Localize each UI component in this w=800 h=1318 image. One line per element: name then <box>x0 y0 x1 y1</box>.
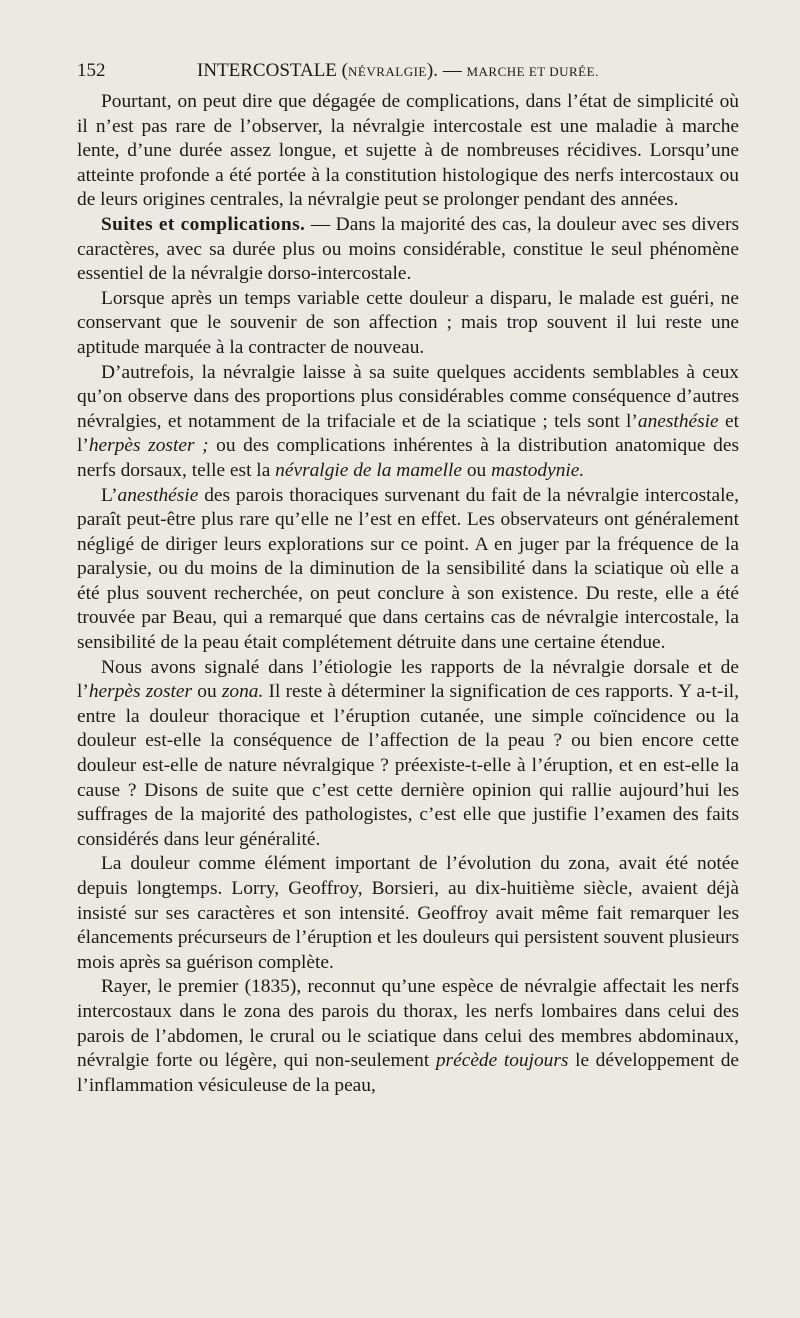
text-run: ou des complications inhérentes à la distribution anatomique des nerfs dorsaux, telle est la <box>77 435 739 481</box>
paragraph-5 <box>77 484 739 656</box>
running-header <box>77 56 737 86</box>
italic-term: herpès zoster ; <box>88 435 209 457</box>
paragraph-4 <box>77 361 739 484</box>
paragraph-6 <box>77 656 739 853</box>
body-text <box>77 90 739 1098</box>
header-section: MARCHE ET DURÉE. <box>466 64 599 79</box>
italic-term: anesthésie <box>637 410 719 432</box>
paragraph-2-text: — Dans la majorité des cas, la douleur avec ses divers caractères, avec sa durée plus ou moins considérable, constitue le seul phénomène essentiel de la névralgie dorso-intercostale. <box>77 213 739 285</box>
header-paren-close: ). — <box>426 60 467 81</box>
text-run: et l’ <box>77 410 739 457</box>
paragraph-7: La douleur comme élément important de l’évolution du zona, avait été notée depuis longtemps. Lorry, Geoffroy, Borsieri, au dix-huitième siècle, avaient déjà insisté sur ses caractères et son intensité. Geoffroy avait même fait remarquer les élancements précurseurs de l’éruption et les douleurs qui persistent souvent plusieurs mois après sa guérison complète. <box>77 853 739 973</box>
paragraph-8 <box>77 975 739 1098</box>
header-paren-open: ( <box>336 60 348 81</box>
text-run: Rayer, le premier (1835), reconnut qu’une espèce de névralgie affectait les nerfs intercostaux dans le zona des parois du thorax, les nerfs lombaires dans celui des parois de l’abdomen, le crural ou le sciatique dans celui des membres abdominaux, névralgie forte ou légère, qui non-seulement <box>77 976 739 1072</box>
text-run: ou <box>192 681 222 703</box>
text-run: D’autrefois, la névralgie laisse à sa suite quelques accidents semblables à ceux qu’on observe dans des proportions plus considérables comme conséquence d’autres névralgies, et notamment de la trifaciale et de la sciatique ; tels sont l’ <box>77 361 739 432</box>
italic-term: anesthésie <box>117 484 199 506</box>
text-run: le développement de l’inflammation vésiculeuse de la peau, <box>77 1050 740 1096</box>
running-title <box>197 56 599 87</box>
italic-term: herpès zoster <box>88 681 193 703</box>
italic-term: névralgie de la mamelle <box>275 459 462 481</box>
paragraph-1: Pourtant, on peut dire que dégagée de complications, dans l’état de simplicité où il n’est pas rare de l’observer, la névralgie intercostale est une maladie à marche lente, d’une durée assez longue, et sujette à de nombreuses récidives. Lorsqu’une atteinte profonde a été portée à la constitution histologique des nerfs intercostaux ou de leurs origines centrales, la névralgie peut se prolonger pendant des années. <box>77 91 739 211</box>
italic-term: zona. <box>221 681 264 703</box>
text-run: Il reste à déterminer la signification de ces rapports. Y a-t-il, entre la douleur thoracique et l’éruption cutanée, une simple coïncidence ou la douleur est-elle la conséquence de l’affection de la peau ? ou bien encore cette douleur est-elle de nature névralgique ? préexiste-t-elle à l’éruption, et en est-elle la cause ? Disons de suite que c’est cette dernière opinion qui rallie aujourd’hui les suffrages de la majorité des pathologistes, c’est elle que justifie l’examen des faits considérés dans leur généralité. <box>77 681 739 850</box>
text-run: des parois thoraciques survenant du fait de la névralgie intercostale, paraît peut-être plus rare qu’elle ne l’est en effet. Les observateurs ont généralement négligé de diriger leurs explorations sur ce point. A en juger par la fréquence de la paralysie, ou du moins de la diminution de la sensibilité dans la sciatique où elle a été plus souvent recherchée, on peut conclure à son existence. Du reste, elle a été trouvée par Beau, qui a remarqué que dans certains cas de névralgie intercostale, la sensibilité de la peau était complétement détruite dans une certaine étendue. <box>77 484 739 654</box>
italic-term: mastodynie. <box>491 459 585 481</box>
page-number: 152 <box>77 60 106 81</box>
section-heading: Suites et complications. <box>101 213 306 235</box>
text-run: L’ <box>101 484 118 506</box>
header-subtitle: NÉVRALGIE <box>348 64 427 79</box>
italic-term: précède toujours <box>435 1050 569 1072</box>
paragraph-3: Lorsque après un temps variable cette douleur a disparu, le malade est guéri, ne conservant que le souvenir de son affection ; mais trop souvent il lui reste une aptitude marquée à la contracter de nouveau. <box>77 287 739 358</box>
text-run: ou <box>462 459 492 481</box>
text-run: Nous avons signalé dans l’étiologie les rapports de la névralgie dorsale et de l’ <box>77 656 739 703</box>
header-title: INTERCOSTALE <box>197 60 337 81</box>
paragraph-2 <box>77 213 739 287</box>
